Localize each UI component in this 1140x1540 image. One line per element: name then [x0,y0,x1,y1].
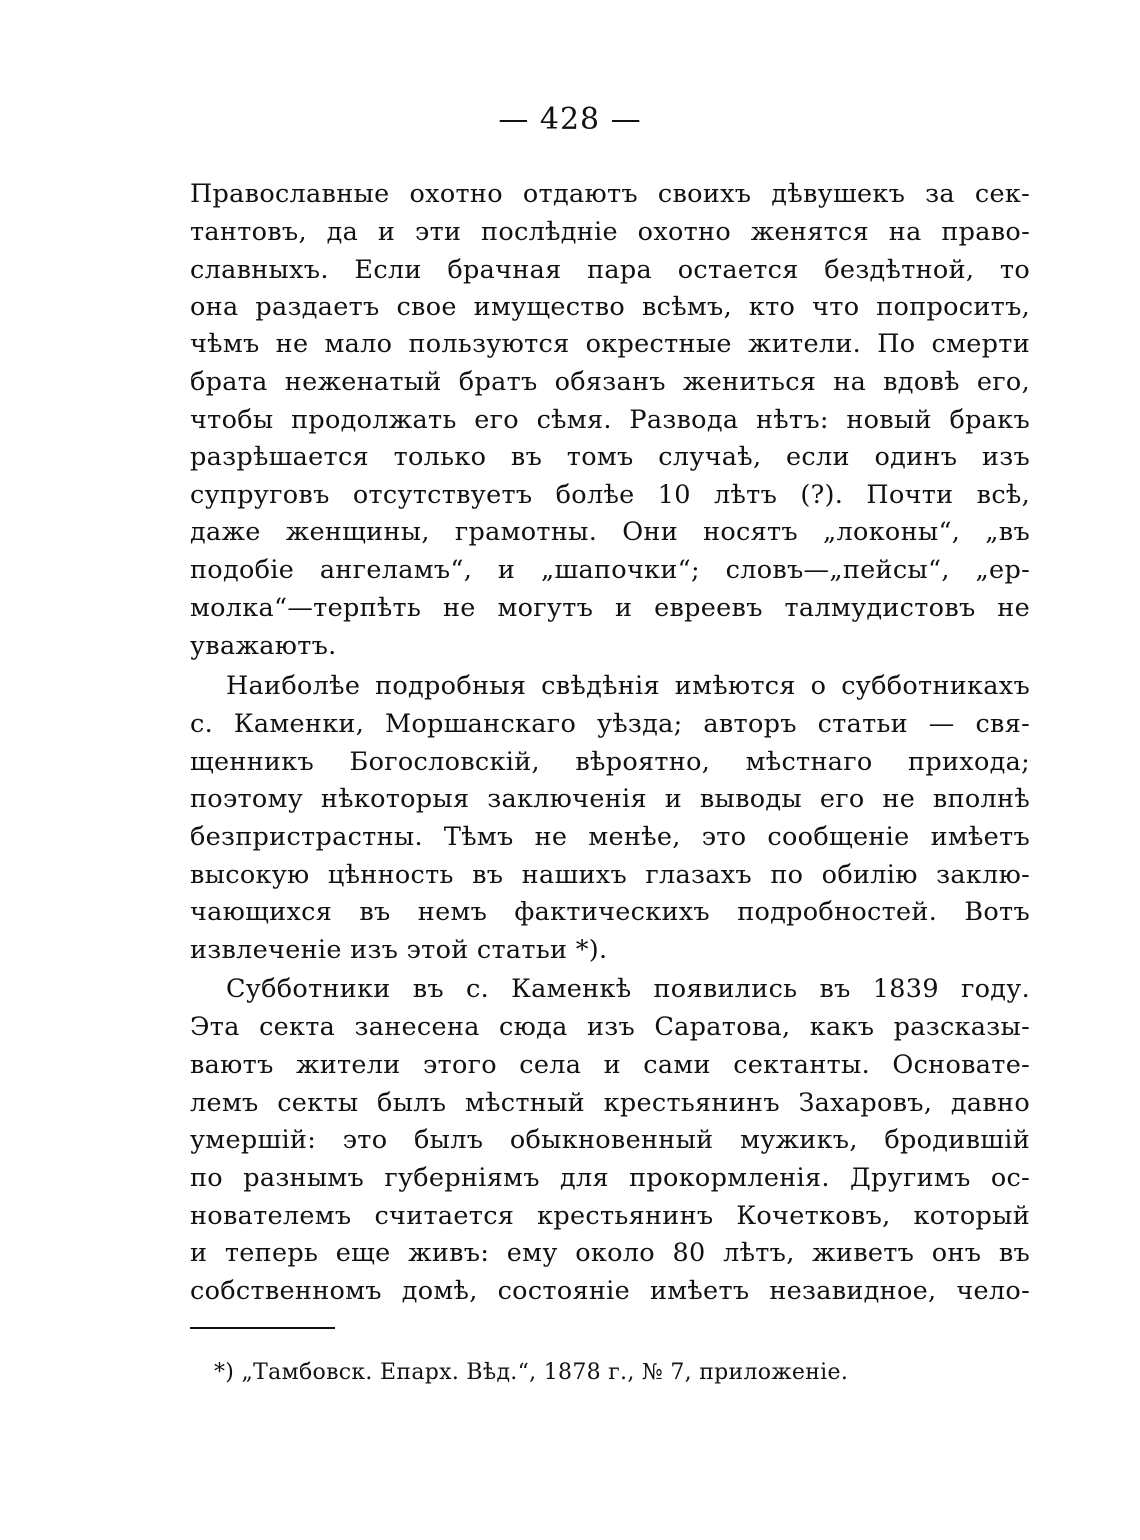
text-line: она раздаетъ свое имущество всѣмъ, кто что попроситъ, [190,292,1030,322]
footnote: *) „Тамбовск. Епарх. Вѣд.“, 1878 г., № 7, приложеніе. [214,1360,849,1385]
text-line: даже женщины, грамотны. Они носятъ „локоны“, „въ [190,517,1030,547]
text-line: щенникъ Богословскій, вѣроятно, мѣстнаго прихода; [190,747,1030,777]
text-line: безпристрастны. Тѣмъ не менѣе, это сообщеніе имѣетъ [190,822,1030,852]
text-line: супруговъ отсутствуетъ болѣе 10 лѣтъ (?). Почти всѣ, [190,480,1030,510]
text-line: умершій: это былъ обыкновенный мужикъ, бродившій [190,1125,1030,1155]
text-line: и теперь еще живъ: ему около 80 лѣтъ, живетъ онъ въ [190,1238,1030,1268]
text-line: чтобы продолжать его сѣмя. Развода нѣтъ: новый бракъ [190,405,1030,435]
text-line: Субботники въ с. Каменкѣ появились въ 1839 году. [226,974,1030,1004]
footnote-separator [190,1327,335,1329]
text-line: тантовъ, да и эти послѣдніе охотно женятся на право- [190,217,1030,247]
text-line: по разнымъ губерніямъ для прокормленія. Другимъ ос- [190,1163,1030,1193]
text-line: ваютъ жители этого села и сами сектанты. Основате- [190,1050,1030,1080]
page-number: — 428 — [498,102,642,137]
text-line: собственномъ домѣ, состояніе имѣетъ незавидное, чело- [190,1276,1030,1306]
text-line: славныхъ. Если брачная пара остается бездѣтной, то [190,255,1030,285]
text-line: чѣмъ не мало пользуются окрестные жители. По смерти [190,329,1030,359]
text-line: с. Каменки, Моршанскаго уѣзда; авторъ статьи — свя- [190,709,1030,739]
text-line: лемъ секты былъ мѣстный крестьянинъ Захаровъ, давно [190,1088,1030,1118]
text-line: Наиболѣе подробныя свѣдѣнія имѣются о субботникахъ [226,671,1030,701]
text-line: Эта секта занесена сюда изъ Саратова, какъ разсказы- [190,1012,1030,1042]
text-line: молка“—терпѣть не могутъ и евреевъ талмудистовъ не [190,593,1030,623]
text-line: нователемъ считается крестьянинъ Кочетковъ, который [190,1201,1030,1231]
text-line: уважаютъ. [190,631,337,661]
text-line: высокую цѣнность въ нашихъ глазахъ по обилію заклю- [190,860,1030,890]
text-line: Православные охотно отдаютъ своихъ дѣвушекъ за сек- [190,179,1030,209]
text-line: брата неженатый братъ обязанъ жениться на вдовѣ его, [190,367,1030,397]
text-line: поэтому нѣкоторыя заключенія и выводы его не вполнѣ [190,784,1030,814]
text-line: извлеченіе изъ этой статьи *). [190,935,608,965]
text-line: разрѣшается только въ томъ случаѣ, если одинъ изъ [190,442,1030,472]
text-line: подобіе ангеламъ“, и „шапочки“; словъ—„пейсы“, „ер- [190,555,1030,585]
text-line: чающихся въ немъ фактическихъ подробностей. Вотъ [190,897,1030,927]
